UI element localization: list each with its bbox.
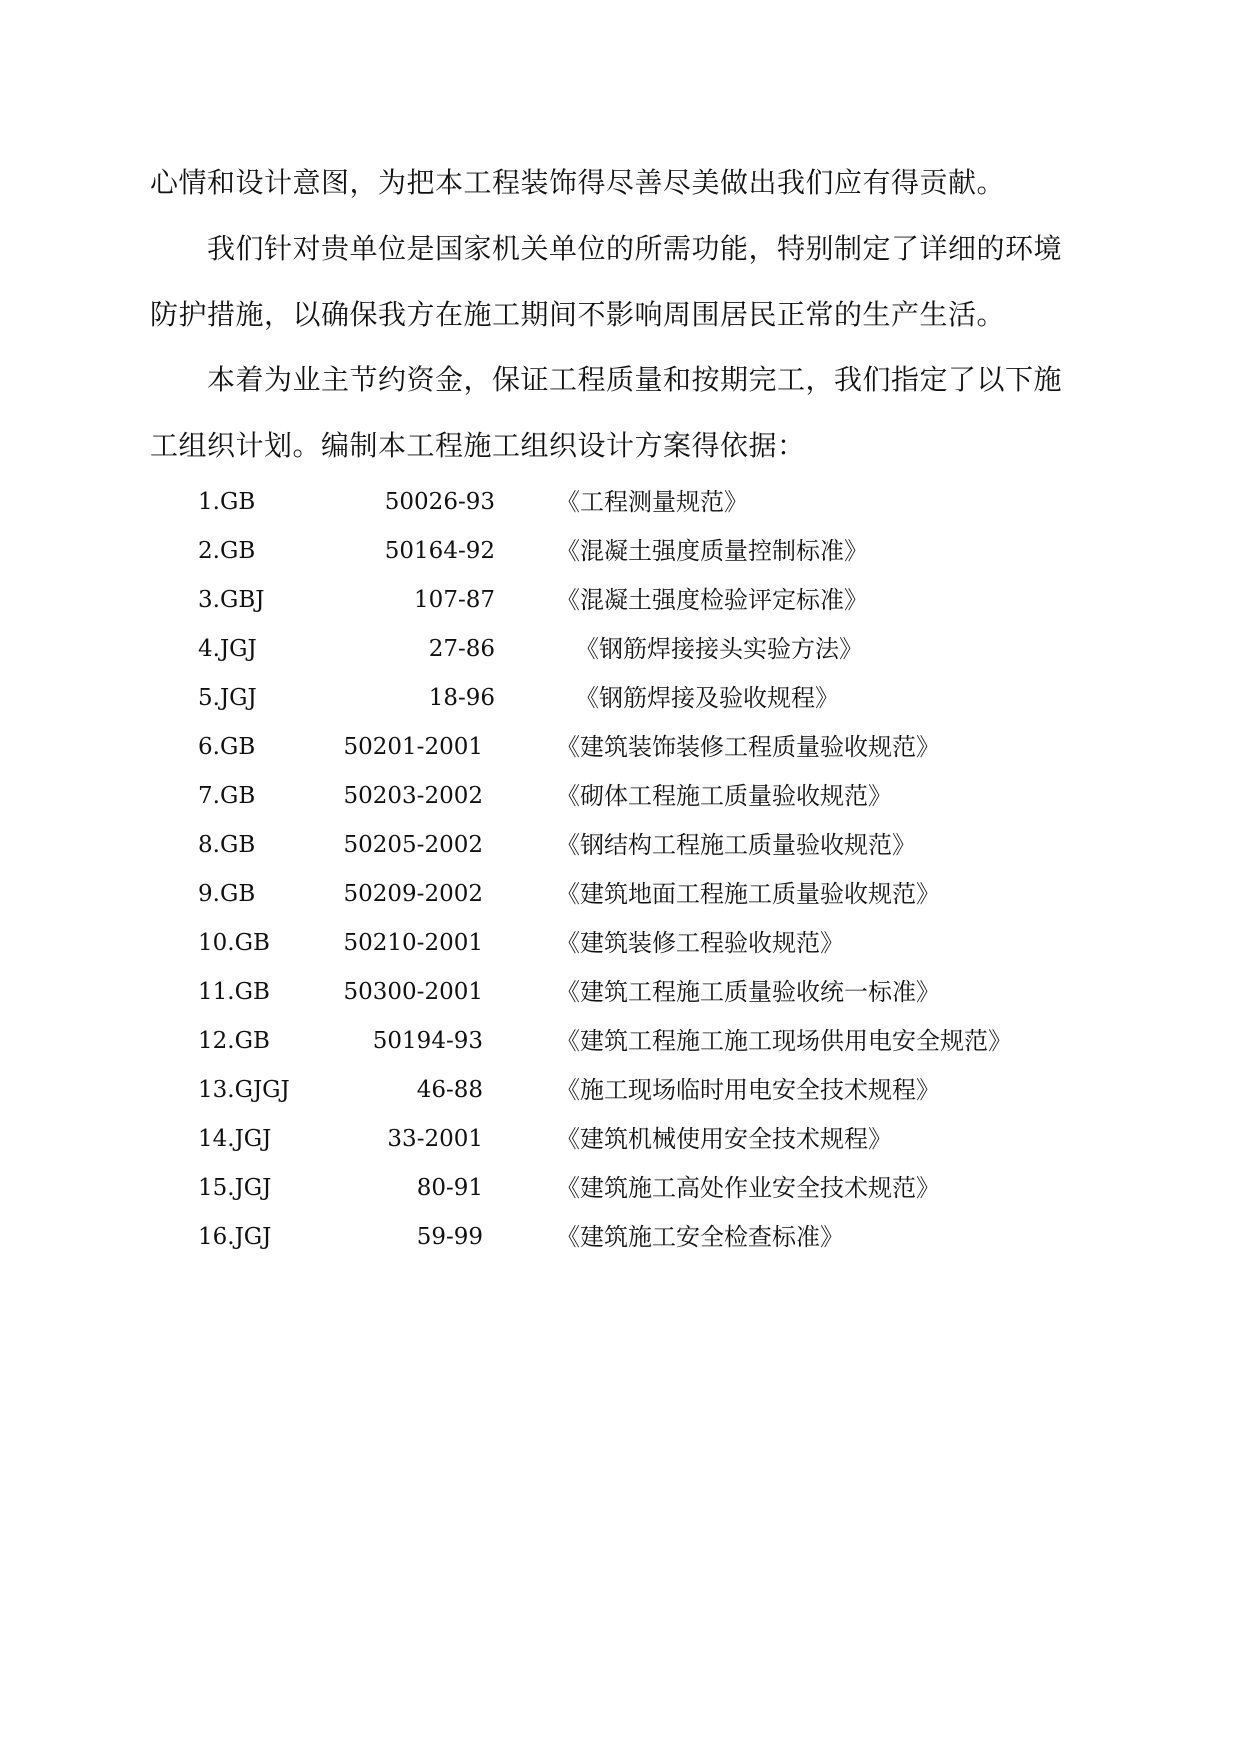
standard-title: 《混凝土强度检验评定标准》 bbox=[556, 586, 868, 614]
standard-title: 《施工现场临时用电安全技术规程》 bbox=[556, 1076, 940, 1104]
standard-number: 50210-2001 bbox=[343, 930, 483, 956]
standard-row bbox=[0, 830, 1241, 860]
standard-title: 《建筑机械使用安全技术规程》 bbox=[556, 1125, 892, 1153]
paragraph-line-3: 防护措施，以确保我方在施工期间不影响周围居民正常的生产生活。 bbox=[150, 298, 1006, 331]
standard-title: 《建筑工程施工质量验收统一标准》 bbox=[556, 978, 940, 1006]
standard-title: 《砌体工程施工质量验收规范》 bbox=[556, 782, 892, 810]
standard-row bbox=[0, 536, 1241, 566]
standard-code: 13.GJGJ bbox=[198, 1077, 290, 1103]
standard-number: 27-86 bbox=[428, 636, 495, 662]
standard-number: 50026-93 bbox=[384, 489, 495, 515]
standard-code: 4.JGJ bbox=[198, 636, 257, 662]
standard-code: 15.JGJ bbox=[198, 1175, 272, 1201]
standard-title: 《建筑装修工程验收规范》 bbox=[556, 929, 844, 957]
standard-number: 50205-2002 bbox=[343, 832, 483, 858]
standard-number: 33-2001 bbox=[387, 1126, 483, 1152]
standard-code: 11.GB bbox=[198, 979, 270, 1005]
standard-title: 《工程测量规范》 bbox=[556, 488, 748, 516]
paragraph-line-4: 本着为业主节约资金，保证工程质量和按期完工，我们指定了以下施 bbox=[207, 363, 1063, 396]
standard-code: 7.GB bbox=[198, 783, 256, 809]
standard-number: 50164-92 bbox=[384, 538, 495, 564]
standard-title: 《钢筋焊接接头实验方法》 bbox=[575, 635, 863, 663]
standard-number: 50201-2001 bbox=[343, 734, 483, 760]
standard-row bbox=[0, 781, 1241, 811]
standard-row bbox=[0, 1222, 1241, 1252]
standard-code: 8.GB bbox=[198, 832, 256, 858]
standard-title: 《混凝土强度质量控制标准》 bbox=[556, 537, 868, 565]
standard-row bbox=[0, 732, 1241, 762]
standard-title: 《建筑装饰装修工程质量验收规范》 bbox=[556, 733, 940, 761]
standard-code: 9.GB bbox=[198, 881, 256, 907]
standard-title: 《钢筋焊接及验收规程》 bbox=[575, 684, 839, 712]
standard-code: 14.JGJ bbox=[198, 1126, 272, 1152]
standard-row bbox=[0, 1173, 1241, 1203]
standard-number: 50203-2002 bbox=[343, 783, 483, 809]
standard-code: 6.GB bbox=[198, 734, 256, 760]
standard-row bbox=[0, 1026, 1241, 1056]
standard-title: 《建筑地面工程施工质量验收规范》 bbox=[556, 880, 940, 908]
standard-row bbox=[0, 928, 1241, 958]
standard-row bbox=[0, 683, 1241, 713]
standard-row bbox=[0, 879, 1241, 909]
standard-row bbox=[0, 487, 1241, 517]
standard-row bbox=[0, 634, 1241, 664]
standard-row bbox=[0, 585, 1241, 615]
standard-code: 5.JGJ bbox=[198, 685, 257, 711]
standard-number: 50300-2001 bbox=[343, 979, 483, 1005]
standard-number: 59-99 bbox=[416, 1224, 483, 1250]
standard-title: 《建筑工程施工施工现场供用电安全规范》 bbox=[556, 1027, 1012, 1055]
standard-number: 50209-2002 bbox=[343, 881, 483, 907]
standard-code: 3.GBJ bbox=[198, 587, 265, 613]
standard-title: 《建筑施工安全检查标准》 bbox=[556, 1223, 844, 1251]
standard-code: 1.GB bbox=[198, 489, 256, 515]
paragraph-line-2: 我们针对贵单位是国家机关单位的所需功能，特别制定了详细的环境 bbox=[207, 232, 1063, 265]
standard-code: 16.JGJ bbox=[198, 1224, 272, 1250]
standard-row bbox=[0, 977, 1241, 1007]
standard-code: 10.GB bbox=[198, 930, 270, 956]
paragraph-line-1: 心情和设计意图，为把本工程装饰得尽善尽美做出我们应有得贡献。 bbox=[150, 166, 1006, 199]
standard-number: 80-91 bbox=[416, 1175, 483, 1201]
standard-title: 《钢结构工程施工质量验收规范》 bbox=[556, 831, 916, 859]
standard-number: 18-96 bbox=[428, 685, 495, 711]
standard-title: 《建筑施工高处作业安全技术规范》 bbox=[556, 1174, 940, 1202]
standard-code: 2.GB bbox=[198, 538, 256, 564]
standard-row bbox=[0, 1124, 1241, 1154]
standard-number: 50194-93 bbox=[372, 1028, 483, 1054]
standard-row bbox=[0, 1075, 1241, 1105]
standard-number: 107-87 bbox=[414, 587, 495, 613]
paragraph-line-5: 工组织计划。编制本工程施工组织设计方案得依据： bbox=[150, 429, 806, 462]
standard-code: 12.GB bbox=[198, 1028, 270, 1054]
standard-number: 46-88 bbox=[416, 1077, 483, 1103]
